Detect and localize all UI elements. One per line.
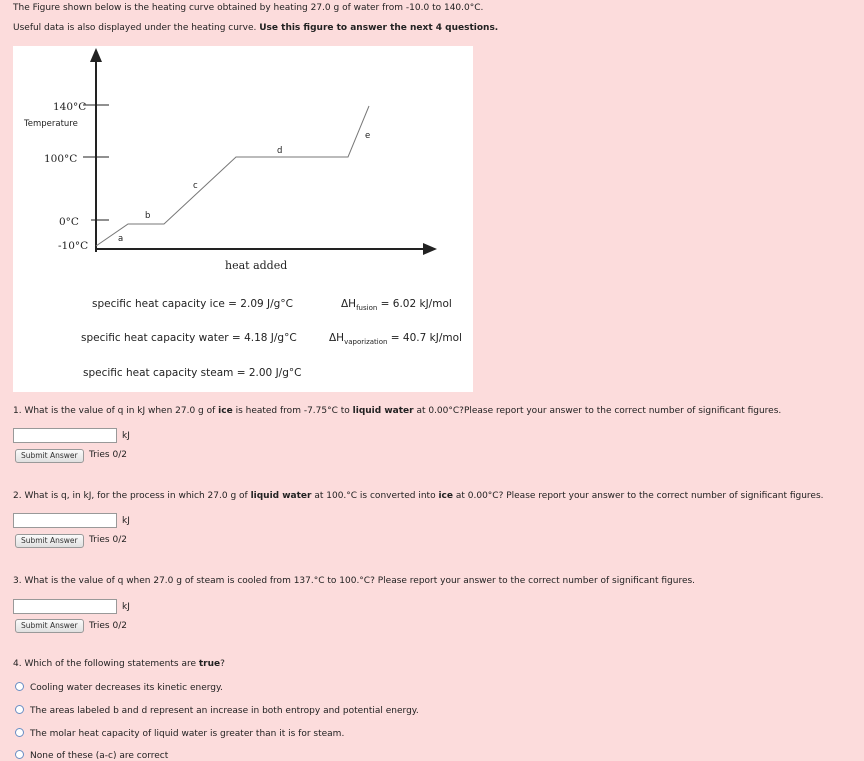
ice-heat-capacity: specific heat capacity ice = 2.09 J/g°C [92, 298, 293, 310]
q4-option-4[interactable] [15, 750, 168, 761]
question-2-text [13, 491, 824, 501]
q2-bold-1: liquid water [250, 491, 312, 501]
y-axis-label: Temperature [24, 119, 78, 129]
q1-bold-1: ice [218, 406, 233, 416]
enthalpy-vaporization-symbol: ΔH [329, 332, 345, 344]
q4-option-2-label: The areas labeled b and d represent an increase in both entropy and potential energy. [30, 706, 419, 716]
question-1-submit-button[interactable]: Submit Answer [15, 449, 84, 463]
question-1-text [13, 406, 781, 416]
enthalpy-fusion [341, 298, 452, 312]
x-axis-label: heat added [225, 259, 288, 272]
q2-text-3: at 0.00°C? Please report your answer to the correct number of significant figures. [452, 491, 824, 501]
intro-line-2 [13, 23, 498, 33]
steam-heat-capacity: specific heat capacity steam = 2.00 J/g°C [83, 367, 302, 379]
question-1-answer-input[interactable] [13, 428, 117, 443]
tick-label-140: 140°C [53, 101, 87, 113]
heating-curve-figure [13, 46, 473, 392]
question-3-answer-input[interactable] [13, 599, 117, 614]
segment-label-a: a [118, 234, 124, 244]
question-3-tries: Tries 0/2 [89, 621, 127, 631]
question-3-text: 3. What is the value of q when 27.0 g of steam is cooled from 137.°C to 100.°C? Please report your answer to the correct number of significant figures. [13, 576, 696, 586]
question-1-tries: Tries 0/2 [89, 450, 127, 460]
enthalpy-vaporization-value: = 40.7 kJ/mol [387, 332, 462, 344]
q4-option-4-radio[interactable] [15, 750, 24, 759]
q4-option-3-label: The molar heat capacity of liquid water is greater than it is for steam. [30, 729, 345, 739]
q2-text-1: 2. What is q, in kJ, for the process in which 27.0 g of [13, 491, 251, 501]
question-2-submit-button[interactable]: Submit Answer [15, 534, 84, 548]
q1-text-3: at 0.00°C?Please report your answer to the correct number of significant figures. [413, 406, 782, 416]
question-2-answer-input[interactable] [13, 513, 117, 528]
intro-line-1: The Figure shown below is the heating curve obtained by heating 27.0 g of water from -10.0 to 140.0°C. [13, 3, 484, 13]
question-4-text [13, 659, 225, 669]
q4-bold: true [198, 659, 221, 669]
segment-label-c: c [193, 181, 198, 191]
tick-label-0: 0°C [59, 216, 79, 228]
q4-option-2-radio[interactable] [15, 705, 24, 714]
tick-label-100: 100°C [44, 153, 78, 165]
segment-label-b: b [145, 211, 151, 221]
question-1-unit: kJ [122, 431, 130, 441]
q4-text-1: 4. Which of the following statements are [13, 659, 199, 669]
water-heat-capacity: specific heat capacity water = 4.18 J/g°C [81, 332, 297, 344]
enthalpy-vaporization [329, 332, 462, 346]
q4-option-1-label: Cooling water decreases its kinetic energy. [30, 683, 223, 693]
q2-text-2: at 100.°C is converted into [311, 491, 439, 501]
q4-option-1[interactable] [15, 682, 223, 693]
enthalpy-vaporization-subscript: vaporization [344, 338, 388, 346]
q4-text-2: ? [220, 659, 225, 669]
q4-option-3[interactable] [15, 728, 344, 739]
intro-line-2-text: Useful data is also displayed under the heating curve. [13, 23, 260, 33]
enthalpy-fusion-symbol: ΔH [341, 298, 357, 310]
q4-option-4-label: None of these (a-c) are correct [30, 751, 169, 761]
q4-option-2[interactable] [15, 705, 419, 716]
question-3-unit: kJ [122, 602, 130, 612]
q2-bold-2: ice [438, 491, 453, 501]
q1-text-2: is heated from -7.75°C to [232, 406, 353, 416]
question-2-tries: Tries 0/2 [89, 535, 127, 545]
q4-option-3-radio[interactable] [15, 728, 24, 737]
heating-curve-line [96, 106, 369, 246]
enthalpy-fusion-value: = 6.02 kJ/mol [377, 298, 452, 310]
segment-label-d: d [277, 146, 283, 156]
tick-label-minus10: -10°C [58, 240, 89, 252]
segment-label-e: e [365, 131, 371, 141]
enthalpy-fusion-subscript: fusion [356, 304, 378, 312]
question-2-unit: kJ [122, 516, 130, 526]
question-3-submit-button[interactable]: Submit Answer [15, 619, 84, 633]
q1-text-1: 1. What is the value of q in kJ when 27.0 g of [13, 406, 219, 416]
q1-bold-2: liquid water [352, 406, 414, 416]
q4-option-1-radio[interactable] [15, 682, 24, 691]
intro-line-2-bold: Use this figure to answer the next 4 questions. [259, 23, 499, 33]
